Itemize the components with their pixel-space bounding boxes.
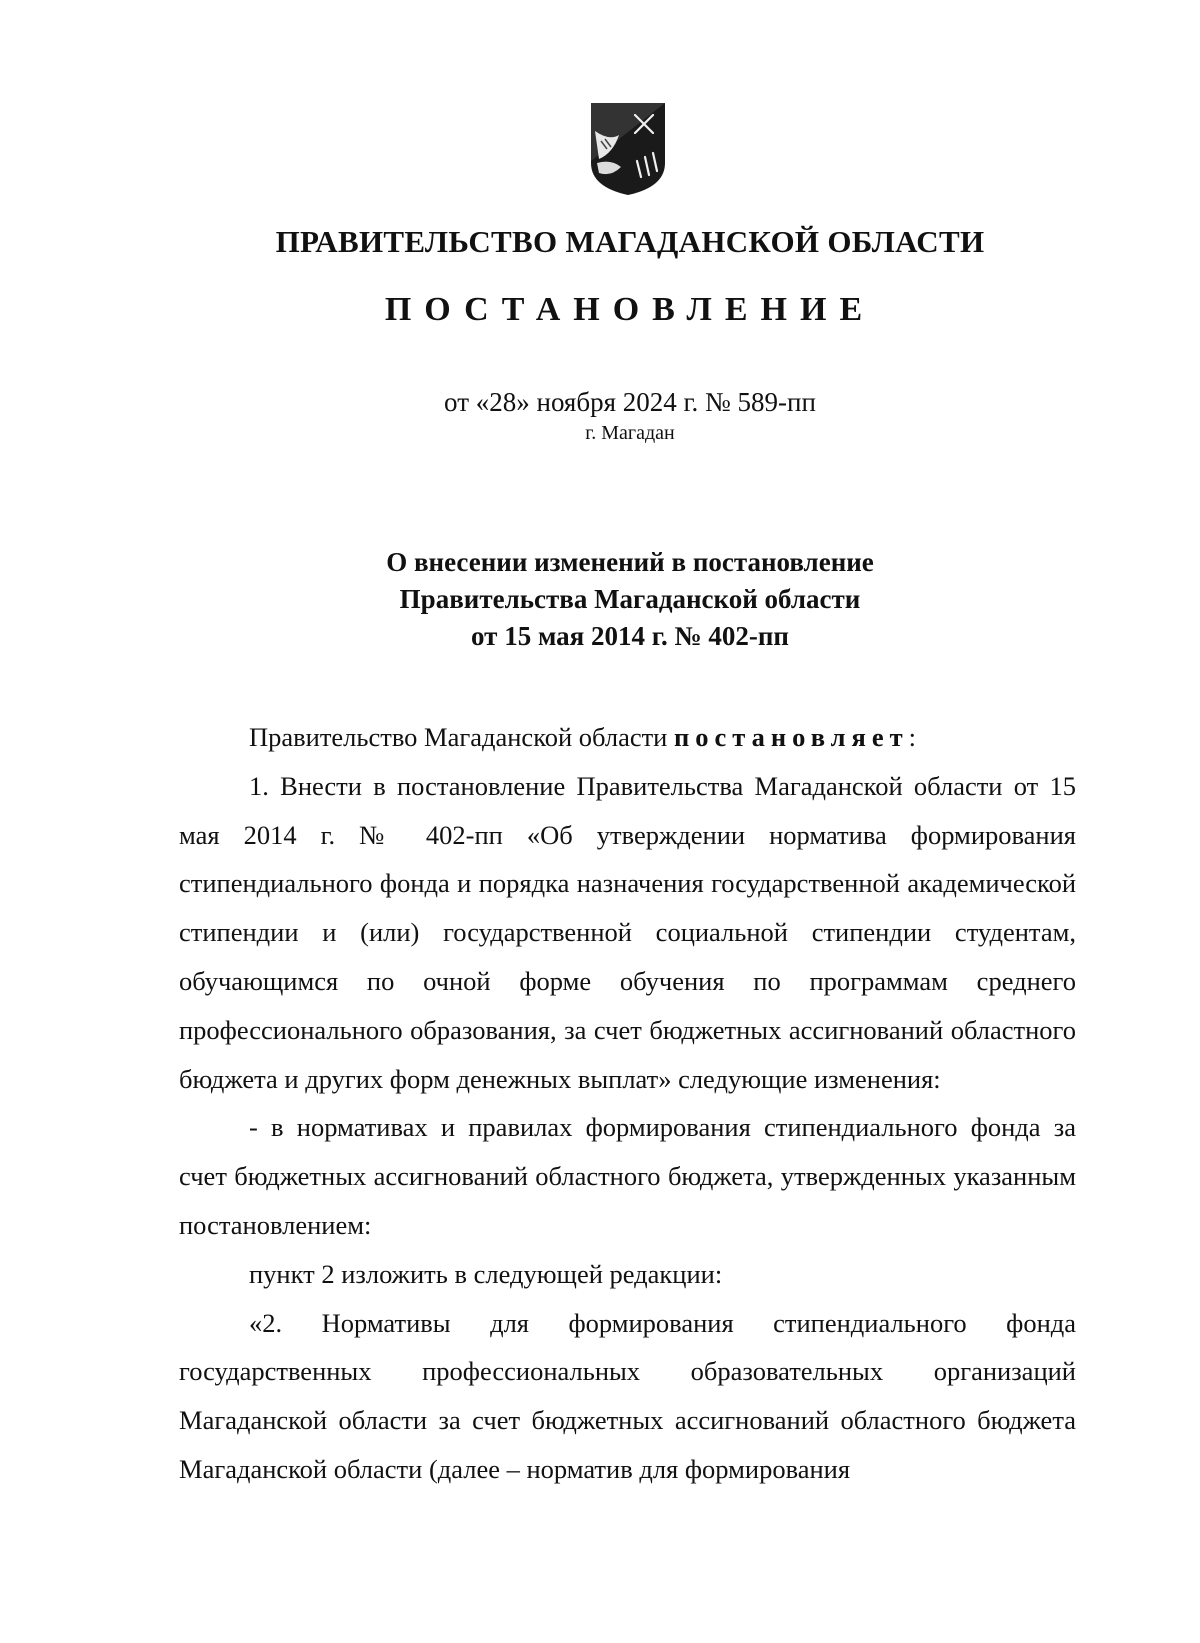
preamble-text: Правительство Магаданской области xyxy=(249,722,674,752)
body-paragraph: 1. Внести в постановление Правительства Магаданской области от 15 мая 2014 г. № 402-пп «Об утверждении норматива формирования стипендиального фонда и порядка назначения государственной академической стипендии и (или) государственной социальной стипендии студентам, обучающимся по очной форме обучения по программам среднего профессионального образования, за счет бюджетных ассигнований областного бюджета и других форм денежных выплат» следующие изменения: xyxy=(179,770,1076,1094)
preamble xyxy=(179,713,1076,762)
preamble-end: : xyxy=(908,722,917,752)
document-body xyxy=(179,713,1076,1494)
body-paragraph: пункт 2 изложить в следующей редакции: xyxy=(249,1258,723,1289)
title-line: О внесении изменений в постановление xyxy=(386,547,874,577)
body-paragraph: «2. Нормативы для формирования стипендиального фонда государственных профессиональных образовательных организаций Магаданской области за счет бюджетных ассигнований областного бюджета Магаданской области (далее – норматив для формирования xyxy=(179,1307,1076,1484)
document-date-number: от «28» ноября 2024 г. № 589-пп xyxy=(444,387,816,417)
document-city: г. Магадан xyxy=(585,422,675,444)
document-type: ПОСТАНОВЛЕНИЕ xyxy=(384,291,876,328)
document-title xyxy=(0,544,1200,655)
organization-name: ПРАВИТЕЛЬСТВО МАГАДАНСКОЙ ОБЛАСТИ xyxy=(275,224,985,259)
coat-of-arms-icon xyxy=(589,101,667,197)
title-line: от 15 мая 2014 г. № 402-пп xyxy=(471,621,789,651)
title-line: Правительства Магаданской области xyxy=(399,584,861,614)
body-paragraph: - в нормативах и правилах формирования стипендиального фонда за счет бюджетных ассигнований областного бюджета, утвержденных указанным постановлением: xyxy=(179,1112,1076,1240)
preamble-keyword: постановляет xyxy=(673,722,909,752)
